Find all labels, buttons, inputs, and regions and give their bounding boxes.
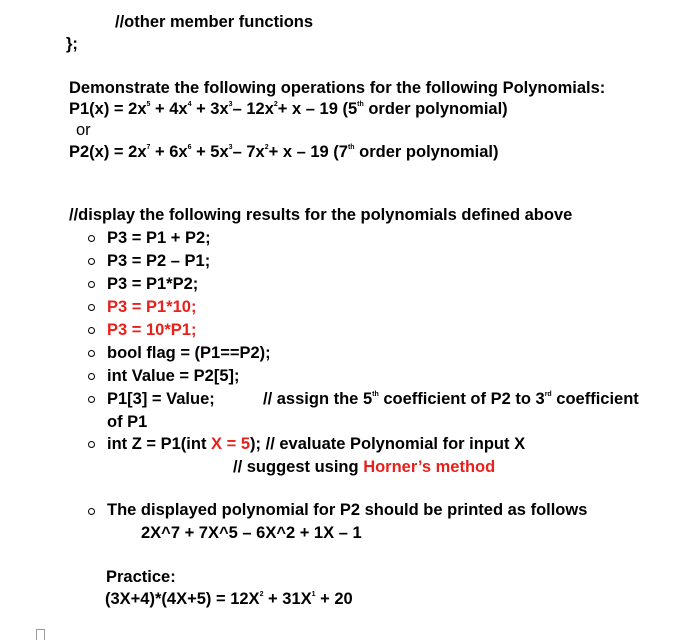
list-item-highlighted: P3 = P1*10;	[107, 298, 197, 316]
list-item: int Value = P2[5];	[107, 367, 240, 385]
practice-equation: $(3X+4)*(4X+5) = 12X^2 + 31X^1 + 20$	[105, 590, 353, 608]
horner-method-label: Horner’s method	[363, 458, 496, 476]
or-label: or	[76, 121, 91, 139]
bullet-icon	[88, 235, 95, 242]
bullet-icon	[88, 441, 95, 448]
list-item-highlighted: P3 = 10*P1;	[107, 321, 197, 339]
horner-hint: // suggest using Horner’s method	[233, 458, 496, 476]
member-functions-comment: //other member functions	[115, 13, 314, 31]
bullet-icon	[88, 281, 95, 288]
list-item: P3 = P1 + P2;	[107, 229, 211, 247]
bullet-icon	[88, 304, 95, 311]
polynomial-p1: $P1(x) = 2x^5 + 4x^4 + 3x^3-$ $12x^2+ x - 19$ (5th order polynomial)	[69, 100, 508, 118]
list-item: P3 = P1*P2;	[107, 275, 199, 293]
assign-comment: // assign the 5th coefficient of P2 to 3rd coefficient	[263, 390, 639, 408]
bullet-icon	[88, 258, 95, 265]
closing-brace: };	[66, 35, 78, 53]
list-item: P3 = P2 – P1;	[107, 252, 211, 270]
bullet-icon	[88, 373, 95, 380]
intro-heading: Demonstrate the following operations for the following Polynomials:	[69, 79, 606, 97]
print-format-example: 2X^7 + 7X^5 – 6X^2 + 1X – 1	[141, 524, 362, 542]
bullet-icon	[88, 396, 95, 403]
bullet-icon	[88, 350, 95, 357]
list-item: bool flag = (P1==P2);	[107, 344, 271, 362]
evaluate-line: int Z = P1(int X = 5); // evaluate Polynomial for input X	[107, 435, 526, 453]
page-corner-icon	[36, 629, 45, 640]
print-format-note: The displayed polynomial for P2 should be printed as follows	[107, 501, 588, 519]
bullet-icon	[88, 508, 95, 515]
display-heading: //display the following results for the polynomials defined above	[69, 206, 573, 224]
polynomial-p2: $P2(x) = 2x^7 + 6x^6 + 5x^3-$ $7x^2+ x - 19$ (7th order polynomial)	[69, 143, 499, 161]
assign-code: P1[3] = Value;	[107, 390, 215, 408]
bullet-icon	[88, 327, 95, 334]
assign-comment-wrap: of P1	[107, 413, 148, 431]
practice-label: Practice:	[106, 568, 176, 586]
